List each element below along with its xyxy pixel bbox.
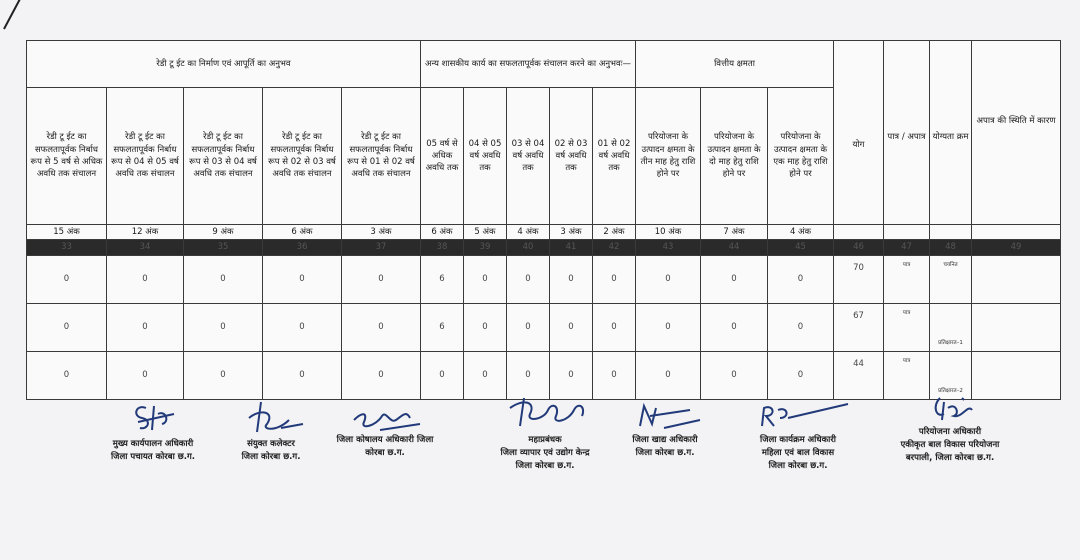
column-header: परियोजना के उत्पादन क्षमता के दो माह हेतु राशि होने पर <box>701 88 768 225</box>
score-cell <box>884 225 930 240</box>
column-number: 47 <box>884 240 930 255</box>
table-cell: 0 <box>263 351 342 399</box>
table-cell: 0 <box>464 255 507 303</box>
score-cell: 10 अंक <box>636 225 701 240</box>
column-header: 05 वर्ष से अधिक अवधि तक <box>421 88 464 225</box>
table-row <box>27 255 1061 303</box>
eligibility-cell: पात्र <box>884 303 930 351</box>
table-cell: 0 <box>107 351 184 399</box>
table-cell: 0 <box>464 351 507 399</box>
column-number: 42 <box>593 240 636 255</box>
table-row <box>27 303 1061 351</box>
column-number: 49 <box>972 240 1061 255</box>
column-number: 39 <box>464 240 507 255</box>
score-cell: 5 अंक <box>464 225 507 240</box>
table-cell: 0 <box>550 303 593 351</box>
table-cell: 0 <box>107 303 184 351</box>
column-header: 02 से 03 वर्ष अवधि तक <box>550 88 593 225</box>
table-cell: 0 <box>464 303 507 351</box>
column-number: 43 <box>636 240 701 255</box>
column-number: 36 <box>263 240 342 255</box>
table-cell: 0 <box>27 255 107 303</box>
signature-food-officer: जिला खाद्य अधिकारी जिला कोरबा छ.ग. <box>610 400 720 460</box>
table-cell: 0 <box>421 351 464 399</box>
column-number: 38 <box>421 240 464 255</box>
score-cell: 3 अंक <box>342 225 421 240</box>
table-cell: 0 <box>184 303 263 351</box>
reason-cell <box>972 303 1061 351</box>
column-number: 40 <box>507 240 550 255</box>
handwritten-signature <box>231 398 311 438</box>
header-total: योग <box>834 41 884 225</box>
column-number: 45 <box>768 240 834 255</box>
column-header: 01 से 02 वर्ष अवधि तक <box>593 88 636 225</box>
table-cell: 0 <box>263 255 342 303</box>
column-number: 33 <box>27 240 107 255</box>
signature-program-officer: जिला कार्यक्रम अधिकारी महिला एवं बाल विकास जिला कोरबा छ.ग. <box>728 400 868 474</box>
column-number: 48 <box>930 240 972 255</box>
signature-ceo: मुख्य कार्यपालन अधिकारी जिला पचायत कोरबा छ.ग. <box>78 400 228 464</box>
merit-cell: चयनित <box>930 255 972 303</box>
column-number-band <box>27 240 1061 255</box>
column-header: रेडी टू ईट का सफलतापूर्वक निर्बाध रूप से 04 से 05 वर्ष अवधि तक संचालन <box>107 88 184 225</box>
eligibility-cell: पात्र <box>884 255 930 303</box>
score-cell: 3 अंक <box>550 225 593 240</box>
table-cell: 0 <box>701 351 768 399</box>
table-cell: 0 <box>342 351 421 399</box>
table-cell: 0 <box>593 255 636 303</box>
handwritten-signature <box>490 392 600 434</box>
score-cell: 2 अंक <box>593 225 636 240</box>
score-cell: 7 अंक <box>701 225 768 240</box>
evaluation-table <box>26 40 1061 400</box>
merit-cell: प्रतिक्षारत–1 <box>930 303 972 351</box>
table-cell: 6 <box>421 255 464 303</box>
score-cell: 6 अंक <box>263 225 342 240</box>
column-header: 03 से 04 वर्ष अवधि तक <box>507 88 550 225</box>
score-cell: 6 अंक <box>421 225 464 240</box>
column-header: रेडी टू ईट का सफलतापूर्वक निर्बाध रूप से 02 से 03 वर्ष अवधि तक संचालन <box>263 88 342 225</box>
handwritten-signature <box>738 400 858 434</box>
handwritten-signature <box>620 400 710 434</box>
group-header-other-govt-work: अन्य शासकीय कार्य का सफलतापूर्वक संचालन करने का अनुभवः— <box>421 41 636 88</box>
table-cell: 0 <box>184 255 263 303</box>
column-number: 37 <box>342 240 421 255</box>
table-cell: 0 <box>593 351 636 399</box>
merit-cell: प्रतिक्षारत–2 <box>930 351 972 399</box>
table-cell: 0 <box>701 303 768 351</box>
score-cell: 4 अंक <box>768 225 834 240</box>
table-cell: 0 <box>184 351 263 399</box>
column-header: 04 से 05 वर्ष अवधि तक <box>464 88 507 225</box>
signature-joint-collector: संयुक्त कलेक्टर जिला कोरबा छ.ग. <box>216 398 326 464</box>
table-cell: 0 <box>636 303 701 351</box>
column-header: रेडी टू ईट का सफलतापूर्वक निर्बाध रूप से 5 वर्ष से अधिक अवधि तक संचालन <box>27 88 107 225</box>
score-cell: 9 अंक <box>184 225 263 240</box>
score-cell: 12 अंक <box>107 225 184 240</box>
score-cell <box>834 225 884 240</box>
score-cell: 4 अंक <box>507 225 550 240</box>
table-cell: 0 <box>550 351 593 399</box>
table-group-header-row <box>27 41 1061 88</box>
table-cell: 0 <box>263 303 342 351</box>
total-cell: 44 <box>834 351 884 399</box>
total-cell: 67 <box>834 303 884 351</box>
header-merit-order: योग्यता क्रम <box>930 41 972 225</box>
signature-treasury-officer: जिला कोषालय अधिकारी जिला कोरबा छ.ग. <box>320 402 450 460</box>
table-cell: 0 <box>342 255 421 303</box>
table-cell: 0 <box>768 351 834 399</box>
table-cell: 0 <box>768 303 834 351</box>
column-number: 34 <box>107 240 184 255</box>
table-cell: 0 <box>27 303 107 351</box>
column-number: 46 <box>834 240 884 255</box>
signature-general-manager: महाप्रबंधक जिला व्यापार एवं उद्योग केन्द्र जिला कोरबा छ.ग. <box>470 392 620 474</box>
column-header: रेडी टू ईट का सफलतापूर्वक निर्बाध रूप से 01 से 02 वर्ष अवधि तक संचालन <box>342 88 421 225</box>
table-cell: 0 <box>342 303 421 351</box>
table-cell: 0 <box>636 255 701 303</box>
reason-cell <box>972 255 1061 303</box>
handwritten-signature <box>910 392 990 426</box>
handwritten-signature <box>340 402 430 434</box>
header-ineligibility-reason: अपात्र की स्थिति में कारण <box>972 41 1061 225</box>
column-number: 35 <box>184 240 263 255</box>
signature-project-officer: परियोजना अधिकारी एकीकृत बाल विकास परियोजना बरपाली, जिला कोरबा छ.ग. <box>870 392 1030 466</box>
table-cell: 0 <box>27 351 107 399</box>
column-header: परियोजना के उत्पादन क्षमता के एक माह हेतु राशि होने पर <box>768 88 834 225</box>
table-cell: 0 <box>550 255 593 303</box>
table-cell: 0 <box>593 303 636 351</box>
table-cell: 0 <box>768 255 834 303</box>
score-cell <box>930 225 972 240</box>
table-cell: 0 <box>701 255 768 303</box>
group-header-financial-capacity: वित्तीय क्षमता <box>636 41 834 88</box>
score-cell <box>972 225 1061 240</box>
table-cell: 0 <box>107 255 184 303</box>
pen-stroke-mark <box>3 0 27 29</box>
table-cell: 6 <box>421 303 464 351</box>
table-cell: 0 <box>507 255 550 303</box>
column-number: 44 <box>701 240 768 255</box>
signature-block <box>40 396 1060 516</box>
column-number: 41 <box>550 240 593 255</box>
score-cell: 15 अंक <box>27 225 107 240</box>
header-eligibility: पात्र / अपात्र <box>884 41 930 225</box>
column-header: रेडी टू ईट का सफलतापूर्वक निर्बाध रूप से 03 से 04 वर्ष अवधि तक संचालन <box>184 88 263 225</box>
group-header-ready-to-eat: रेडी टू ईट का निर्माण एवं आपूर्ति का अनुभव <box>27 41 421 88</box>
table-cell: 0 <box>507 351 550 399</box>
table-cell: 0 <box>636 351 701 399</box>
handwritten-signature <box>118 400 188 438</box>
column-header: परियोजना के उत्पादन क्षमता के तीन माह हेतु राशि होने पर <box>636 88 701 225</box>
eligibility-cell: पात्र <box>884 351 930 399</box>
total-cell: 70 <box>834 255 884 303</box>
score-row <box>27 225 1061 240</box>
table-cell: 0 <box>507 303 550 351</box>
